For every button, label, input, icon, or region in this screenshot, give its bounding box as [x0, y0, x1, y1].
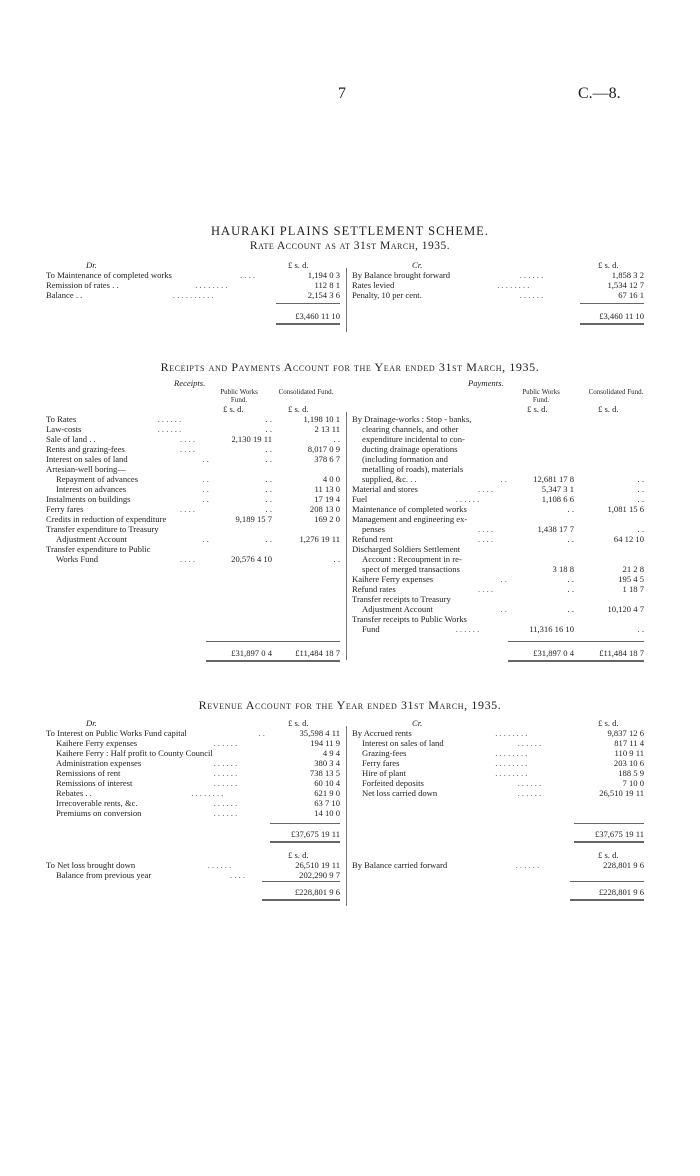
payments-pw-col-header: Public Works Fund.	[522, 388, 560, 404]
receipts-total-pw: £31,897 0 4	[231, 648, 272, 658]
revenue-dr2-row-amount: 26,510 19 11	[295, 860, 340, 870]
receipts-double-rule	[206, 660, 340, 662]
payments-double-rule	[508, 660, 644, 662]
revenue-cr-row-label: By Accrued rents	[352, 728, 412, 738]
receipt-row-cf-amount: . .	[333, 434, 340, 444]
payment-row-label: Account : Recoupment in re-	[362, 554, 462, 564]
receipt-row-leader: . . . .	[180, 434, 196, 444]
rate-account-heading: Rate Account as at 31st March, 1935.	[249, 240, 451, 252]
revenue-dr-label: Dr.	[86, 718, 97, 728]
payment-row-label: spect of merged transactions	[362, 564, 460, 574]
rate-dr-currency: £ s. d.	[288, 260, 309, 270]
payment-row-cf-amount: . .	[637, 484, 644, 494]
revenue-dr-row-label: Irrecoverable rents, &c.	[56, 798, 138, 808]
revenue-divider	[346, 726, 347, 906]
payment-row-label: penses	[362, 524, 385, 534]
revenue-dr-total: £37,675 19 11	[290, 829, 340, 839]
receipt-row-pw-amount: 2,130 19 11	[231, 434, 272, 444]
rate-cr-row-leader: . . . . . .	[519, 270, 544, 280]
payment-row-label: Transfer receipts to Public Works	[352, 614, 467, 624]
revenue-dr-currency-2: £ s. d.	[288, 850, 309, 860]
revenue-cr2-row-leader: . . . . . .	[515, 860, 540, 870]
payment-row-pw-amount: . .	[567, 534, 574, 544]
rate-cr-row-leader: . . . . . . . .	[497, 280, 530, 290]
receipt-row-leader: . .	[202, 474, 209, 484]
payment-row-pw-amount: . .	[567, 604, 574, 614]
rate-cr-row-label: Penalty, 10 per cent.	[352, 290, 422, 300]
revenue-dr-row-label: Rebates . .	[56, 788, 92, 798]
revenue-cr2-row-amount: 228,801 9 6	[603, 860, 644, 870]
revenue-dr-row-leader: . . . . . .	[213, 778, 238, 788]
rate-dr-total: £3,460 11 10	[295, 311, 340, 321]
receipt-row-label: Transfer expenditure to Public	[46, 544, 151, 554]
payment-row-leader: . . . .	[478, 584, 494, 594]
receipt-row-label: Ferry fares	[46, 504, 84, 514]
revenue-cr-row-amount: 817 11 4	[614, 738, 644, 748]
rate-cr-row-amount: 1,534 12 7	[607, 280, 644, 290]
receipt-row-pw-amount: . .	[265, 454, 272, 464]
revenue-dr-row-label: Kaihere Ferry : Half profit to County Council	[56, 748, 213, 758]
receipt-row-leader: . .	[202, 534, 209, 544]
receipt-row-pw-amount: . .	[265, 484, 272, 494]
revenue-dr2-row-label: To Net loss brought down	[46, 860, 136, 870]
receipt-row-leader: . .	[202, 454, 209, 464]
revenue-cr-rule	[574, 823, 644, 824]
payment-row-cf-amount: 21 2 8	[622, 564, 644, 574]
revenue-cr-row-label: Ferry fares	[362, 758, 400, 768]
revenue-cr-total: £37,675 19 11	[594, 829, 644, 839]
revenue-cr-row-amount: 9,837 12 6	[607, 728, 644, 738]
page-number: 7	[338, 85, 346, 102]
payments-pw-units: £ s. d.	[527, 404, 548, 414]
revenue-cr-row-amount: 110 9 11	[614, 748, 644, 758]
receipt-row-cf-amount: 8,017 0 9	[307, 444, 340, 454]
rate-dr-row-amount: 2,154 3 6	[307, 290, 340, 300]
rate-cr-double-rule	[580, 323, 644, 325]
payment-row-pw-amount: . .	[567, 584, 574, 594]
receipt-row-label: Artesian-well boring—	[46, 464, 126, 474]
receipt-row-pw-amount: 9,189 15 7	[235, 514, 272, 524]
revenue-cr-row-amount: 7 10 0	[622, 778, 644, 788]
receipt-row-cf-amount: 378 6 7	[314, 454, 340, 464]
receipts-pw-col-header: Public Works Fund.	[220, 388, 258, 404]
receipt-row-cf-amount: 11 13 0	[314, 484, 340, 494]
document-title: HAURAKI PLAINS SETTLEMENT SCHEME.	[211, 224, 489, 238]
payment-row-label: Refund rates	[352, 584, 396, 594]
receipt-row-label: Transfer expenditure to Treasury	[46, 524, 159, 534]
revenue-dr2-row-amount: 202,290 9 7	[299, 870, 340, 880]
payment-row-label: metalling of roads), materials	[362, 464, 464, 474]
receipt-row-cf-amount: 4 0 0	[322, 474, 340, 484]
revenue-dr-row-label: Remissions of rent	[56, 768, 121, 778]
payment-row-cf-amount: 64 12 10	[613, 534, 644, 544]
payment-row-leader: . .	[500, 604, 507, 614]
revenue-dr-row-leader: . . . . . .	[213, 758, 238, 768]
rate-cr-label: Cr.	[412, 260, 423, 270]
document-reference: C.—8.	[578, 85, 621, 102]
rate-cr-row-label: By Balance brought forward	[352, 270, 451, 280]
receipt-row-label: Credits in reduction of expenditure	[46, 514, 167, 524]
revenue-cr-currency-2: £ s. d.	[598, 850, 619, 860]
payments-total-cf: £11,484 18 7	[599, 648, 644, 658]
rate-cr-currency: £ s. d.	[598, 260, 619, 270]
payment-row-label: Discharged Soldiers Settlement	[352, 544, 461, 554]
rate-dr-row-label: Remission of rates . .	[46, 280, 119, 290]
payment-row-leader: . . . . . .	[455, 494, 480, 504]
payments-cf-units: £ s. d.	[598, 404, 619, 414]
revenue-dr-row-amount: 194 11 9	[310, 738, 340, 748]
payment-row-label: (including formation and	[362, 454, 448, 464]
revenue-dr-row-leader: . . . . . .	[213, 808, 238, 818]
revenue-dr-row-label: To Interest on Public Works Fund capital	[46, 728, 187, 738]
revenue-cr-row-leader: . . . . . .	[517, 778, 542, 788]
payment-row-pw-amount: 11,316 16 10	[529, 624, 574, 634]
payment-row-label: Kaihere Ferry expenses	[352, 574, 434, 584]
payment-row-pw-amount: . .	[567, 504, 574, 514]
rate-dr-row-label: To Maintenance of completed works	[46, 270, 172, 280]
rate-cr-row-label: Rates levied	[352, 280, 395, 290]
payment-row-label: By Drainage-works : Stop - banks,	[352, 414, 472, 424]
receipt-row-cf-amount: 2 13 11	[314, 424, 340, 434]
receipt-row-leader: . . . .	[180, 504, 196, 514]
payment-row-leader: . .	[500, 474, 507, 484]
rate-dr-row-amount: 112 8 1	[314, 280, 340, 290]
payment-row-leader: . .	[500, 574, 507, 584]
revenue-cr-row-label: Grazing-fees	[362, 748, 407, 758]
payment-row-label: Management and engineering ex-	[352, 514, 468, 524]
payments-total-rule	[508, 641, 644, 642]
revenue-cr-row-amount: 203 10 6	[613, 758, 644, 768]
revenue-dr2-row-leader: . . . . . .	[207, 860, 232, 870]
revenue-dr-row-leader: . . . . . .	[213, 798, 238, 808]
revenue-cr-total-2: £228,801 9 6	[598, 887, 644, 897]
receipt-row-label: Repayment of advances	[56, 474, 139, 484]
revenue-cr-row-leader: . . . . . .	[517, 738, 542, 748]
revenue-dr-row-label: Kaihere Ferry expenses	[56, 738, 138, 748]
receipt-row-label: To Rates	[46, 414, 77, 424]
revenue-cr-row-label: Hire of plant	[362, 768, 406, 778]
rate-cr-row-amount: 67 16 1	[618, 290, 644, 300]
receipt-row-pw-amount: . .	[265, 444, 272, 454]
revenue-cr-double-rule	[574, 841, 644, 843]
revenue-cr-row-label: Net loss carried down	[362, 788, 438, 798]
revenue-cr-row-leader: . . . . . .	[517, 788, 542, 798]
payment-row-label: expenditure incidental to con-	[362, 434, 465, 444]
revenue-cr-row-leader: . . . . . . . .	[495, 768, 528, 778]
revenue-dr-row-label: Administration expenses	[56, 758, 142, 768]
revenue-heading: Revenue Account for the Year ended 31st March, 1935.	[198, 698, 502, 712]
payment-row-pw-amount: 3 18 8	[552, 564, 574, 574]
receipt-row-pw-amount: 20,576 4 10	[231, 554, 272, 564]
receipt-row-label: Interest on advances	[56, 484, 127, 494]
payment-row-label: supplied, &c. . .	[362, 474, 417, 484]
rate-dr-rule	[276, 303, 340, 304]
receipt-row-label: Instalments on buildings	[46, 494, 131, 504]
rate-dr-row-leader: . . . .	[240, 270, 256, 280]
rate-cr-rule	[580, 303, 644, 304]
payment-row-leader: . . . .	[478, 534, 494, 544]
payment-row-leader: . . . . . .	[455, 624, 480, 634]
revenue-dr2-row-label: Balance from previous year	[56, 870, 152, 880]
receipts-cf-units: £ s. d.	[288, 404, 309, 414]
revenue-dr-rule-2	[262, 881, 340, 882]
receipt-row-label: Works Fund	[56, 554, 99, 564]
payment-row-label: Fuel	[352, 494, 368, 504]
receipt-row-cf-amount: 169 2 0	[314, 514, 340, 524]
payment-row-leader: . . . .	[478, 524, 494, 534]
revenue-cr-row-label: Interest on sales of land	[362, 738, 444, 748]
revenue-cr-rule-2	[570, 881, 644, 882]
revenue-dr-row-amount: 35,598 4 11	[299, 728, 340, 738]
receipt-row-leader: . . . .	[180, 554, 196, 564]
receipts-label: Receipts.	[174, 378, 206, 388]
receipt-row-leader: . . . . . .	[157, 424, 182, 434]
revenue-dr-row-amount: 621 9 0	[314, 788, 340, 798]
payment-row-label: Material and stores	[352, 484, 418, 494]
receipts-payments-divider	[346, 412, 347, 660]
revenue-dr-row-label: Remissions of interest	[56, 778, 133, 788]
rate-cr-row-leader: . . . . . .	[519, 290, 544, 300]
revenue-dr-row-amount: 380 3 4	[314, 758, 340, 768]
receipt-row-pw-amount: . .	[265, 474, 272, 484]
revenue-dr-row-leader: . . . . . .	[213, 738, 238, 748]
receipt-row-cf-amount: 1,198 10 1	[303, 414, 340, 424]
rate-cr-row-amount: 1,858 3 2	[611, 270, 644, 280]
receipts-total-cf: £11,484 18 7	[295, 648, 340, 658]
receipt-row-label: Sale of land . .	[46, 434, 96, 444]
revenue-dr-currency: £ s. d.	[288, 718, 309, 728]
revenue-dr-row-label: Premiums on conversion	[56, 808, 142, 818]
payment-row-label: Adjustment Account	[362, 604, 433, 614]
payment-row-cf-amount: . .	[637, 474, 644, 484]
payment-row-label: Fund	[362, 624, 380, 634]
revenue-dr-rule	[270, 823, 340, 824]
rate-dr-double-rule	[276, 323, 340, 325]
payment-row-label: clearing channels, and other	[362, 424, 459, 434]
revenue-cr-row-label: Forfeited deposits	[362, 778, 424, 788]
revenue-dr-row-amount: 14 10 0	[314, 808, 340, 818]
receipt-row-leader: . . . . . .	[157, 414, 182, 424]
receipt-row-pw-amount: . .	[265, 504, 272, 514]
rate-dr-row-amount: 1,194 0 3	[307, 270, 340, 280]
receipt-row-label: Interest on sales of land	[46, 454, 128, 464]
rate-cr-total: £3,460 11 10	[599, 311, 644, 321]
receipt-row-cf-amount: . .	[333, 554, 340, 564]
receipt-row-pw-amount: . .	[265, 424, 272, 434]
revenue-dr-row-leader: . . . . . . . .	[191, 788, 224, 798]
payment-row-cf-amount: 195 4 5	[618, 574, 644, 584]
receipt-row-cf-amount: 17 19 4	[314, 494, 340, 504]
rate-dr-row-leader: . . . . . . . . . .	[172, 290, 214, 300]
payment-row-label: Maintenance of completed works	[352, 504, 467, 514]
rate-dr-row-label: Balance . .	[46, 290, 83, 300]
revenue-cr-row-amount: 188 5 9	[618, 768, 644, 778]
receipts-pw-units: £ s. d.	[223, 404, 244, 414]
revenue-dr-double-rule-2	[262, 899, 340, 901]
revenue-cr-row-leader: . . . . . . . .	[495, 728, 528, 738]
payment-row-pw-amount: 12,681 17 8	[533, 474, 574, 484]
receipts-cf-col-header: Consolidated Fund.	[278, 388, 334, 396]
revenue-cr2-row-label: By Balance carried forward	[352, 860, 448, 870]
payment-row-cf-amount: 1,081 15 6	[607, 504, 644, 514]
revenue-cr-currency: £ s. d.	[598, 718, 619, 728]
rate-dr-label: Dr.	[86, 260, 97, 270]
payment-row-cf-amount: . .	[637, 494, 644, 504]
payment-row-label: ducting drainage operations	[362, 444, 458, 454]
payments-cf-col-header: Consolidated Fund.	[588, 388, 644, 396]
receipt-row-pw-amount: . .	[265, 494, 272, 504]
payment-row-cf-amount: 1 18 7	[622, 584, 644, 594]
receipt-row-label: Adjustment Account	[56, 534, 127, 544]
payment-row-cf-amount: . .	[637, 524, 644, 534]
receipt-row-cf-amount: 208 13 0	[309, 504, 340, 514]
revenue-dr-row-amount: 63 7 10	[314, 798, 340, 808]
payment-row-leader: . . . .	[478, 484, 494, 494]
revenue-dr-row-leader: . . . . . .	[213, 768, 238, 778]
revenue-cr-row-leader: . . . . . . . .	[495, 758, 528, 768]
revenue-dr-row-amount: 738 13 5	[309, 768, 340, 778]
payment-row-pw-amount: 1,108 6 6	[541, 494, 574, 504]
receipt-row-label: Rents and grazing-fees	[46, 444, 125, 454]
revenue-dr-total-2: £228,801 9 6	[294, 887, 340, 897]
payment-row-pw-amount: 5,347 3 1	[541, 484, 574, 494]
payment-row-pw-amount: 1,438 17 7	[537, 524, 574, 534]
revenue-cr-label: Cr.	[412, 718, 423, 728]
revenue-dr-row-amount: 60 10 4	[314, 778, 340, 788]
rate-dr-row-leader: . . . . . . . .	[195, 280, 228, 290]
payment-row-label: Refund rent	[352, 534, 393, 544]
receipt-row-label: Law-costs	[46, 424, 82, 434]
payments-label: Payments.	[468, 378, 504, 388]
revenue-dr-row-leader: . .	[258, 728, 265, 738]
revenue-dr2-row-leader: . . . .	[230, 870, 246, 880]
receipt-row-leader: . .	[202, 494, 209, 504]
receipt-row-leader: . . . .	[180, 444, 196, 454]
revenue-dr-row-amount: 4 9 4	[322, 748, 340, 758]
payments-total-pw: £31,897 0 4	[533, 648, 574, 658]
rate-divider	[346, 268, 347, 332]
receipt-row-cf-amount: 1,276 19 11	[299, 534, 340, 544]
payment-row-cf-amount: 10,120 4 7	[607, 604, 644, 614]
revenue-cr-row-amount: 26,510 19 11	[599, 788, 644, 798]
revenue-dr-double-rule	[270, 841, 340, 843]
receipt-row-leader: . .	[202, 484, 209, 494]
receipt-row-pw-amount: . .	[265, 414, 272, 424]
receipt-row-pw-amount: . .	[265, 534, 272, 544]
revenue-cr-row-leader: . . . . . . . .	[495, 748, 528, 758]
payment-row-pw-amount: . .	[567, 574, 574, 584]
receipts-payments-heading: Receipts and Payments Account for the Year ended 31st March, 1935.	[160, 360, 540, 374]
receipts-total-rule	[206, 641, 340, 642]
payment-row-label: Transfer receipts to Treasury	[352, 594, 451, 604]
payment-row-cf-amount: . .	[637, 624, 644, 634]
revenue-cr-double-rule-2	[570, 899, 644, 901]
